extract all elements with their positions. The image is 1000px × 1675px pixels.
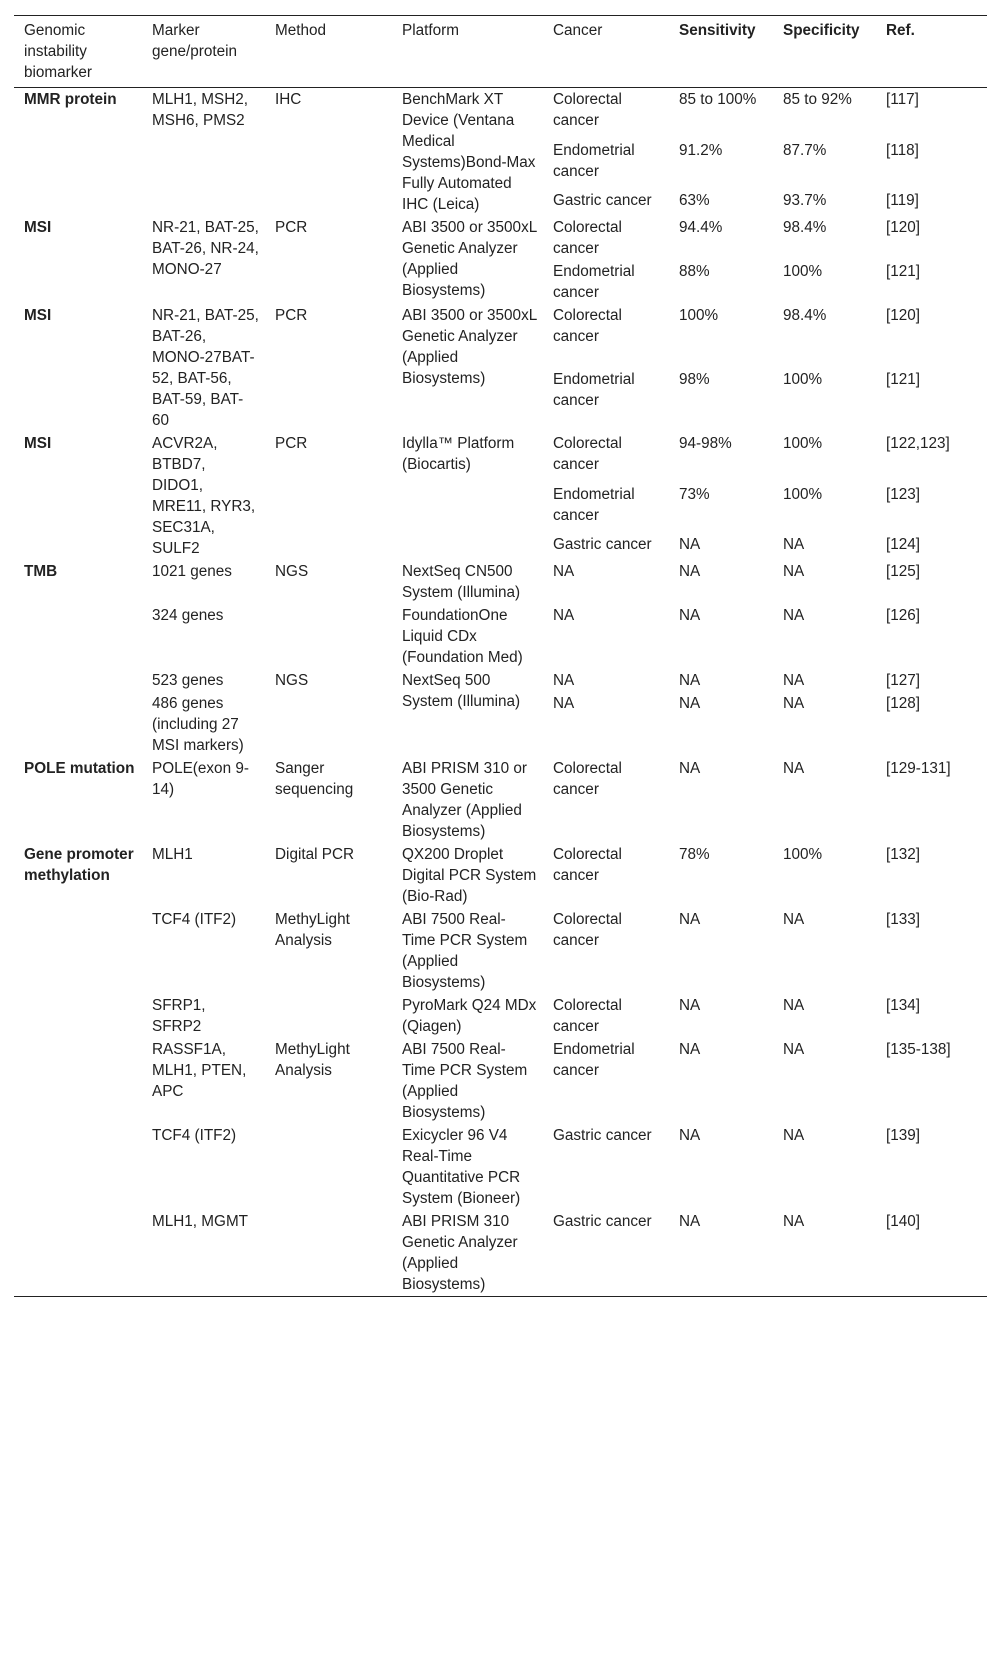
specificity-cell: NA bbox=[783, 911, 805, 928]
marker-cell: SFRP1, SFRP2 bbox=[152, 997, 206, 1035]
specificity-cell: NA bbox=[783, 997, 805, 1014]
marker-cell: TCF4 (ITF2) bbox=[152, 1127, 237, 1144]
cancer-cell: Endometrial cancer bbox=[553, 371, 635, 409]
cancer-cell: Colorectal cancer bbox=[553, 760, 622, 798]
cancer-cell: Colorectal cancer bbox=[553, 219, 622, 257]
ref-cell: [133] bbox=[886, 911, 921, 928]
platform-cell: Exicycler 96 V4 Real-Time Quantitative PCR System (Bioneer) bbox=[402, 1127, 521, 1207]
method-cell: PCR bbox=[275, 435, 308, 452]
sensitivity-cell: NA bbox=[679, 1127, 701, 1144]
table-row bbox=[14, 432, 987, 483]
biomarker-cell bbox=[14, 692, 142, 757]
biomarker-cell: MSI bbox=[24, 307, 52, 324]
cancer-cell: Gastric cancer bbox=[553, 1127, 652, 1144]
ref-cell: [135-138] bbox=[886, 1041, 951, 1058]
cancer-cell: Colorectal cancer bbox=[553, 91, 622, 129]
ref-cell: [140] bbox=[886, 1213, 921, 1230]
marker-cell: 523 genes bbox=[152, 672, 224, 689]
sensitivity-cell: 94-98% bbox=[679, 435, 732, 452]
method-cell bbox=[265, 604, 392, 669]
column-header: Cancer bbox=[553, 22, 603, 39]
platform-cell: BenchMark XT Device (Ventana Medical Systems)Bond-Max Fully Automated IHC (Leica) bbox=[402, 91, 536, 213]
biomarker-cell bbox=[14, 908, 142, 994]
platform-cell: NextSeq 500 System (Illumina) bbox=[402, 672, 521, 710]
sensitivity-cell: 91.2% bbox=[679, 141, 723, 159]
ref-cell: [117] bbox=[886, 91, 919, 108]
biomarker-cell bbox=[14, 994, 142, 1038]
table-row bbox=[14, 604, 987, 669]
specificity-cell: 93.7% bbox=[783, 192, 827, 210]
column-header: Marker gene/protein bbox=[152, 22, 238, 60]
sensitivity-cell: NA bbox=[679, 695, 701, 712]
sensitivity-cell: NA bbox=[679, 997, 701, 1014]
sensitivity-cell: NA bbox=[679, 1041, 701, 1058]
specificity-cell: 87.7% bbox=[783, 141, 827, 159]
cancer-cell: Endometrial cancer bbox=[553, 485, 635, 524]
ref-cell: [132] bbox=[886, 846, 921, 863]
ref-cell: [139] bbox=[886, 1127, 921, 1144]
table-row bbox=[14, 843, 987, 908]
platform-cell: ABI PRISM 310 or 3500 Genetic Analyzer (Applied Biosystems) bbox=[402, 760, 527, 840]
sensitivity-cell: NA bbox=[679, 536, 701, 554]
biomarker-cell: Gene promoter methylation bbox=[24, 846, 134, 884]
ref-cell: [125] bbox=[886, 563, 921, 580]
specificity-cell: 98.4% bbox=[783, 219, 827, 236]
column-header: Sensitivity bbox=[679, 22, 756, 39]
ref-cell: [118] bbox=[886, 141, 919, 159]
sensitivity-cell: NA bbox=[679, 1213, 701, 1230]
marker-cell: RASSF1A, MLH1, PTEN, APC bbox=[152, 1041, 247, 1100]
platform-cell: FoundationOne Liquid CDx (Foundation Med) bbox=[402, 607, 523, 666]
sensitivity-cell: NA bbox=[679, 672, 701, 689]
cancer-cell: NA bbox=[553, 672, 575, 689]
ref-cell: [123] bbox=[886, 485, 921, 503]
biomarker-table bbox=[14, 15, 987, 1297]
cancer-cell: Endometrial cancer bbox=[553, 1041, 635, 1079]
cancer-cell: Colorectal cancer bbox=[553, 846, 622, 884]
method-cell: IHC bbox=[275, 91, 302, 108]
table-row bbox=[14, 88, 987, 139]
biomarker-cell bbox=[14, 1124, 142, 1210]
biomarker-cell bbox=[14, 1038, 142, 1124]
method-cell: MethyLight Analysis bbox=[275, 911, 350, 949]
specificity-cell: NA bbox=[783, 1127, 805, 1144]
cancer-cell: Gastric cancer bbox=[553, 192, 652, 210]
ref-cell: [126] bbox=[886, 607, 921, 624]
method-cell: PCR bbox=[275, 219, 308, 236]
method-cell bbox=[265, 692, 392, 757]
cancer-cell: Gastric cancer bbox=[553, 536, 652, 554]
method-cell bbox=[265, 1210, 392, 1297]
marker-cell: MLH1, MGMT bbox=[152, 1213, 249, 1230]
sensitivity-cell: 78% bbox=[679, 846, 710, 863]
sensitivity-cell: 88% bbox=[679, 263, 710, 280]
specificity-cell: NA bbox=[783, 607, 805, 624]
platform-cell: ABI 7500 Real-Time PCR System (Applied Biosystems) bbox=[402, 1041, 528, 1121]
table-header-row bbox=[14, 16, 987, 88]
sensitivity-cell: 98% bbox=[679, 371, 710, 388]
method-cell: NGS bbox=[275, 672, 309, 689]
table-row bbox=[14, 1210, 987, 1297]
marker-cell: MLH1 bbox=[152, 846, 193, 863]
ref-cell: [121] bbox=[886, 263, 921, 280]
column-header: Ref. bbox=[886, 22, 915, 39]
method-cell bbox=[265, 994, 392, 1038]
specificity-cell: NA bbox=[783, 1041, 805, 1058]
marker-cell: MLH1, MSH2, MSH6, PMS2 bbox=[152, 91, 249, 129]
ref-cell: [128] bbox=[886, 695, 921, 712]
cancer-cell: NA bbox=[553, 563, 575, 580]
ref-cell: [120] bbox=[886, 219, 921, 236]
ref-cell: [120] bbox=[886, 307, 921, 324]
sensitivity-cell: NA bbox=[679, 911, 701, 928]
specificity-cell: 100% bbox=[783, 846, 823, 863]
specificity-cell: 98.4% bbox=[783, 307, 827, 324]
specificity-cell: 100% bbox=[783, 485, 823, 503]
marker-cell: POLE(exon 9-14) bbox=[152, 760, 249, 798]
biomarker-cell: MSI bbox=[24, 435, 52, 452]
specificity-cell: 100% bbox=[783, 371, 823, 388]
cancer-cell: Endometrial cancer bbox=[553, 263, 635, 301]
table-row bbox=[14, 1038, 987, 1124]
sensitivity-cell: 63% bbox=[679, 192, 710, 210]
method-cell: Sanger sequencing bbox=[275, 760, 354, 798]
cancer-cell: Colorectal cancer bbox=[553, 307, 622, 345]
ref-cell: [127] bbox=[886, 672, 921, 689]
table-row bbox=[14, 560, 987, 604]
table-row bbox=[14, 304, 987, 368]
platform-cell: Idylla™ Platform (Biocartis) bbox=[402, 435, 515, 473]
ref-cell: [124] bbox=[886, 536, 921, 554]
sensitivity-cell: 85 to 100% bbox=[679, 91, 757, 108]
marker-cell: NR-21, BAT-25, BAT-26, NR-24, MONO-27 bbox=[152, 219, 259, 278]
method-cell bbox=[265, 1124, 392, 1210]
marker-cell: 1021 genes bbox=[152, 563, 232, 580]
platform-cell: ABI 7500 Real-Time PCR System (Applied Biosystems) bbox=[402, 911, 528, 991]
ref-cell: [129-131] bbox=[886, 760, 951, 777]
table-row bbox=[14, 994, 987, 1038]
sensitivity-cell: NA bbox=[679, 760, 701, 777]
cancer-cell: NA bbox=[553, 607, 575, 624]
platform-cell: PyroMark Q24 MDx (Qiagen) bbox=[402, 997, 537, 1035]
biomarker-cell bbox=[14, 669, 142, 692]
biomarker-cell: POLE mutation bbox=[24, 760, 135, 777]
column-header: Genomic instability biomarker bbox=[24, 22, 93, 81]
column-header: Method bbox=[275, 22, 327, 39]
specificity-cell: NA bbox=[783, 563, 805, 580]
specificity-cell: NA bbox=[783, 1213, 805, 1230]
marker-cell: 324 genes bbox=[152, 607, 224, 624]
specificity-cell: NA bbox=[783, 672, 805, 689]
table-row bbox=[14, 757, 987, 843]
sensitivity-cell: 100% bbox=[679, 307, 719, 324]
biomarker-cell: MSI bbox=[24, 219, 52, 236]
marker-cell: 486 genes (including 27 MSI markers) bbox=[152, 695, 244, 754]
sensitivity-cell: 73% bbox=[679, 485, 710, 503]
table-row bbox=[14, 1124, 987, 1210]
specificity-cell: NA bbox=[783, 536, 805, 554]
ref-cell: [119] bbox=[886, 192, 919, 210]
marker-cell: TCF4 (ITF2) bbox=[152, 911, 237, 928]
cancer-cell: NA bbox=[553, 695, 575, 712]
biomarker-cell bbox=[14, 1210, 142, 1297]
cancer-cell: Endometrial cancer bbox=[553, 141, 635, 180]
table-body bbox=[14, 88, 987, 1297]
cancer-cell: Gastric cancer bbox=[553, 1213, 652, 1230]
sensitivity-cell: NA bbox=[679, 563, 701, 580]
cancer-cell: Colorectal cancer bbox=[553, 997, 622, 1035]
specificity-cell: NA bbox=[783, 695, 805, 712]
ref-cell: [134] bbox=[886, 997, 921, 1014]
ref-cell: [122,123] bbox=[886, 435, 950, 452]
method-cell: NGS bbox=[275, 563, 309, 580]
platform-cell: ABI 3500 or 3500xL Genetic Analyzer (Applied Biosystems) bbox=[402, 219, 537, 299]
ref-cell: [121] bbox=[886, 371, 921, 388]
platform-cell: QX200 Droplet Digital PCR System (Bio-Rad) bbox=[402, 846, 537, 905]
biomarker-table-container bbox=[14, 15, 987, 1297]
specificity-cell: 85 to 92% bbox=[783, 91, 852, 108]
marker-cell: ACVR2A, BTBD7, DIDO1, MRE11, RYR3, SEC31A, SULF2 bbox=[152, 435, 256, 557]
method-cell: Digital PCR bbox=[275, 846, 355, 863]
marker-cell: NR-21, BAT-25, BAT-26, MONO-27BAT-52, BAT-56, BAT-59, BAT-60 bbox=[152, 307, 259, 429]
method-cell: MethyLight Analysis bbox=[275, 1041, 350, 1079]
sensitivity-cell: 94.4% bbox=[679, 219, 723, 236]
biomarker-cell: MMR protein bbox=[24, 91, 117, 108]
cancer-cell: Colorectal cancer bbox=[553, 435, 622, 473]
method-cell: PCR bbox=[275, 307, 308, 324]
column-header: Specificity bbox=[783, 22, 860, 39]
platform-cell: ABI PRISM 310 Genetic Analyzer (Applied Biosystems) bbox=[402, 1213, 518, 1293]
specificity-cell: NA bbox=[783, 760, 805, 777]
biomarker-cell: TMB bbox=[24, 563, 58, 580]
platform-cell: ABI 3500 or 3500xL Genetic Analyzer (Applied Biosystems) bbox=[402, 307, 537, 387]
cancer-cell: Colorectal cancer bbox=[553, 911, 622, 949]
specificity-cell: 100% bbox=[783, 435, 823, 452]
sensitivity-cell: NA bbox=[679, 607, 701, 624]
column-header: Platform bbox=[402, 22, 459, 39]
platform-cell: NextSeq CN500 System (Illumina) bbox=[402, 563, 521, 601]
biomarker-cell bbox=[14, 604, 142, 669]
table-row bbox=[14, 908, 987, 994]
specificity-cell: 100% bbox=[783, 263, 823, 280]
table-row bbox=[14, 669, 987, 692]
table-row bbox=[14, 216, 987, 260]
